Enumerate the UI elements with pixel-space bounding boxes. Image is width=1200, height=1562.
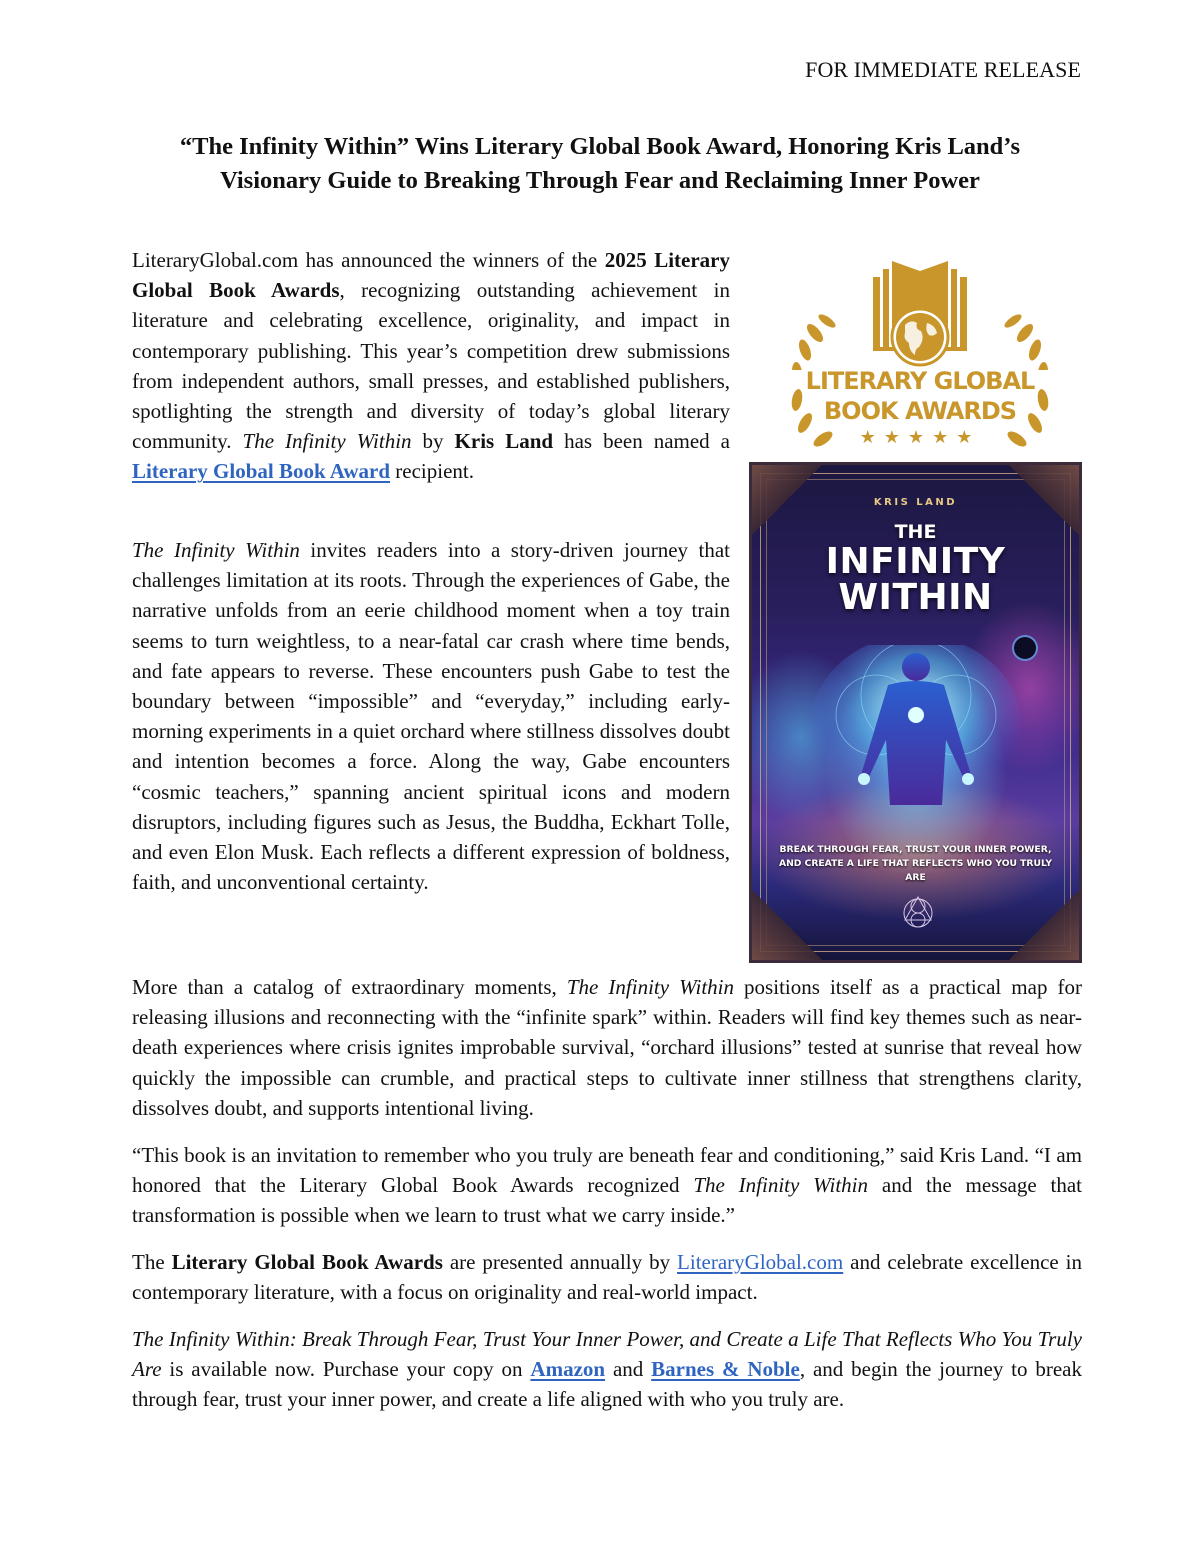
amazon-link[interactable]: Amazon: [530, 1357, 606, 1382]
stars-icon: ★★★★★: [859, 427, 981, 448]
headline: [100, 130, 1100, 198]
cover-title-infinity: INFINITY: [825, 541, 1006, 582]
paragraph-themes: More than a catalog of extraordinary moments, The Infinity Within positions itself as a practical map for releasing illusions and reconnecting with the “infinite spark” within. Readers will find key themes such as near-death experiences where crisis ignites improbable survival, “orchard illusions” tested at sunrise that reveal how quickly the impossible can crumble, and practical steps to cultivate inner stillness that strengthens clarity, dissolves doubt, and supports intentional living.: [132, 975, 1082, 1120]
award-logo: [775, 255, 1065, 455]
paragraph-story: The Infinity Within invites readers into a story-driven journey that challenges limitation at its roots. Through the experiences of Gabe, the narrative unfolds from an eerie childhood moment when a toy train seems to turn weightless, to a near-fatal car crash where time bends, and fate appears to reverse. These encounters push Gabe to test the boundary between “impossible” and “everyday,” including early-morning experiments in a quiet orchard where stillness dissolves doubt and intention becomes a force. Along the way, Gabe encounters “cosmic teachers,” spanning ancient spiritual icons and modern disruptors, including figures such as Jesus, the Buddha, Eckhart Tolle, and even Elon Musk. Each reflects a different expression of boldness, faith, and unconventional certainty.: [132, 538, 730, 895]
laurel-bottom-icon: [775, 255, 1065, 455]
cover-title-the: THE: [894, 521, 937, 543]
cover-author: KRIS LAND: [873, 497, 958, 508]
literaryglobal-link[interactable]: LiteraryGlobal.com: [677, 1250, 844, 1274]
book-cover: [749, 462, 1082, 963]
paragraph-quote: “This book is an invitation to remember who you truly are beneath fear and conditioning,” said Kris Land. “I am honored that the Literary Global Book Awards recognized The Infinity Within and the message that transformation is possible when we learn to trust what we carry inside.”: [132, 1143, 1083, 1228]
ornament-corner-bottom-right-icon: [1009, 890, 1079, 960]
paragraph-availability: The Infinity Within: Break Through Fear, Trust Your Inner Power, and Create a Life That Reflects Who You Truly Are is available now. Purchase your copy on Amazon and Barnes & Noble, and begin the journey to break through fear, trust your inner power, and create a life aligned with who you truly are.: [132, 1327, 1083, 1412]
cover-tagline: BREAK THROUGH FEAR, TRUST YOUR INNER POWER, AND CREATE A LIFE THAT REFLECTS WHO YOU TRULY ARE: [778, 844, 1053, 883]
paragraph-intro: LiteraryGlobal.com has announced the winners of the 2025 Literary Global Book Awards, recognizing outstanding achievement in literature and celebrating excellence, originality, and impact in contemporary publishing. This year’s competition drew submissions from independent authors, small presses, and established publishers, spotlighting the strength and diversity of today’s global literary community. The Infinity Within by Kris Land has been named a Literary Global Book Award recipient.: [132, 248, 731, 484]
sacred-geometry-icon: [898, 893, 938, 933]
ornament-corner-bottom-left-icon: [752, 890, 822, 960]
cover-title-within: WITHIN: [838, 577, 993, 618]
award-logo-line-2: BOOK AWARDS: [823, 397, 1017, 425]
award-logo-line-1: LITERARY GLOBAL: [805, 367, 1035, 395]
paragraph-about-awards: The Literary Global Book Awards are presented annually by LiteraryGlobal.com and celebrate excellence in contemporary literature, with a focus on originality and real-world impact.: [132, 1250, 1083, 1305]
headline-line-1: “The Infinity Within” Wins Literary Global Book Award, Honoring Kris Land’s: [179, 133, 1021, 160]
headline-line-2: Visionary Guide to Breaking Through Fear and Reclaiming Inner Power: [220, 167, 980, 194]
award-link[interactable]: Literary Global Book Award: [132, 459, 391, 484]
glowing-figure-icon: [806, 645, 1026, 845]
barnes-noble-link[interactable]: Barnes & Noble: [651, 1357, 800, 1382]
release-label: FOR IMMEDIATE RELEASE: [805, 57, 1081, 82]
